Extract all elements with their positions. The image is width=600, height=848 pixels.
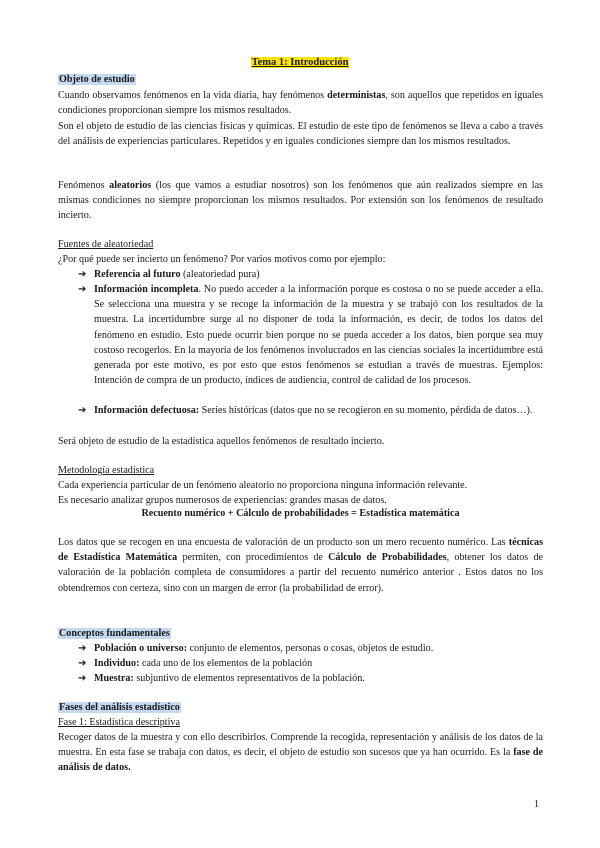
paragraph-ciencias: Son el objeto de estudio de las ciencias físicas y químicas. El estudio de este tipo de fenómenos se lleva a cabo a través del análisis de experiencias particulares. Repetidos y en iguales condiciones siempre dan los mismos resultados. — [58, 121, 543, 148]
paragraph-fuentes-intro: ¿Por qué puede ser incierto un fenómeno? Por varios motivos como por ejemplo: — [58, 254, 386, 265]
paragraph-deterministas: Cuando observamos fenómenos en la vida diaria, hay fenómenos deterministas, son aquellos que repetidos en iguales condiciones proporcionan siempre los mismos resultados. — [58, 90, 544, 117]
list-item: ➔ Referencia al futuro (aleatoriedad pura) — [78, 267, 543, 282]
list-item: ➔ Población o universo: conjunto de elementos, personas o cosas, objetos de estudio. — [78, 641, 543, 656]
arrow-icon: ➔ — [78, 643, 87, 654]
paragraph-aleatorios: Fenómenos aleatorios (los que vamos a estudiar nosotros) son los fenómenos que aún realizados siempre en las mismas condiciones no siempre proporcionan los mismos resultados. Por extensión son los fenómenos de resultado incierto. — [58, 180, 543, 222]
arrow-icon: ➔ — [78, 405, 87, 416]
section-heading-fases: Fases del análisis estadístico — [59, 702, 180, 713]
paragraph-fase1: Recoger datos de la muestra y con ello describirlos. Comprende la recogida, representación y análisis de los datos de la muestra. En esta fase se trabaja con datos, es decir, el objeto de estudio son sucesos que ya han ocurrido. Es la fase de análisis de datos. — [58, 732, 543, 774]
arrow-icon: ➔ — [78, 673, 87, 684]
section-heading-objeto: Objeto de estudio — [59, 74, 135, 85]
section-heading-fuentes: Fuentes de aleatoriedad — [58, 239, 154, 250]
paragraph-metodologia-2: Es necesario analizar grupos numerosos de experiencias: grandes masas de datos. — [58, 495, 387, 506]
subsection-heading-fase1: Fase 1: Estadística descriptiva — [58, 717, 180, 728]
list-item: ➔ Información defectuosa: Series históricas (datos que no se recogieron en su momento, pérdida de datos…). — [78, 403, 543, 418]
arrow-icon: ➔ — [78, 269, 87, 280]
list-item: ➔ Muestra: subjuntivo de elementos representativos de la población. — [78, 671, 543, 686]
paragraph-tecnicas: Los datos que se recogen en una encuesta de valoración de un producto son un mero recuento numérico. Las técnicas de Estadística Matemática permiten, con procedimientos de Cálculo de Probabilidades, obtener los datos de valoración de la población completa de consumidores a partir del recuento numérico anterior . Estos datos no los obtendremos con certeza, sino con un margen de error (la probabilidad de error). — [58, 537, 543, 594]
list-item: ➔ Individuo: cada uno de los elementos de la población — [78, 656, 543, 671]
list-item: ➔ Información incompleta. No puedo acceder a la información porque es costosa o no se puede acceder a ella. Se selecciona una muestra y se recoge la información de la muestra y se trabajó con los resultados de la muestra. La incertidumbre surge al no disponer de toda la información, es decir, de todos los datos del fenómeno en estudio. Esto puede ocurrir bien porque no se pueda acceder a los datos, bien porque sea muy costoso recogerlos. En la mayoría de los fenómenos involucrados en las ciencias sociales la incertidumbre está generada por este motivo, es por esto que estos fenómenos se estudian a través de muestras. Ejemplos: Intención de compra de un producto, índices de audiencia, control de calidad de los procesos. — [78, 284, 543, 387]
formula: Recuento numérico + Cálculo de probabilidades = Estadística matemática — [141, 508, 460, 519]
arrow-icon: ➔ — [78, 658, 87, 669]
section-heading-conceptos: Conceptos fundamentales — [59, 628, 170, 639]
arrow-icon: ➔ — [78, 284, 87, 295]
page-title: Tema 1: Introducción — [251, 57, 349, 68]
section-heading-metodologia: Metodología estadística — [58, 465, 155, 476]
paragraph-fuentes-outro: Será objeto de estudio de la estadística aquellos fenómenos de resultado incierto. — [58, 436, 385, 447]
paragraph-metodologia-1: Cada experiencia particular de un fenómeno aleatorio no proporciona ninguna información relevante. — [58, 480, 468, 491]
page-number: 1 — [534, 799, 539, 810]
